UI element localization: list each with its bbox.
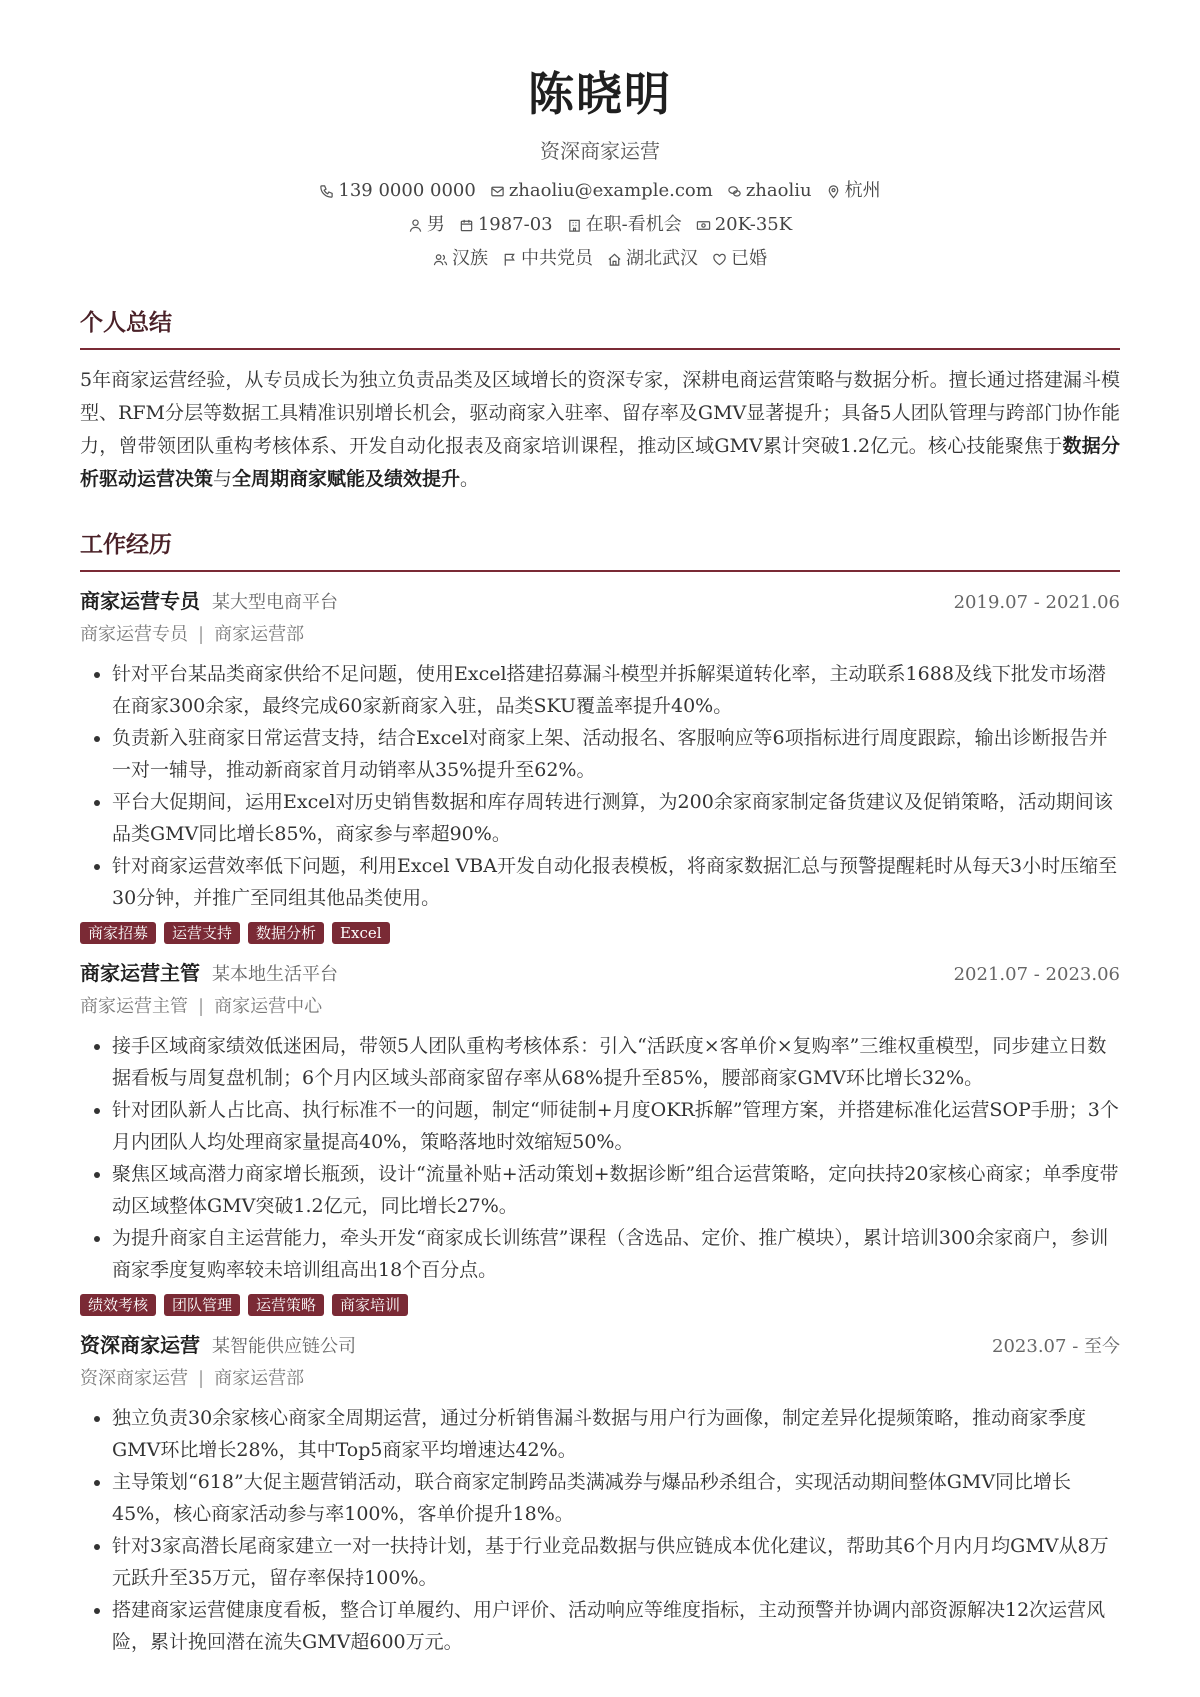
job-company: 某本地生活平台 [212, 964, 338, 985]
gender-item [408, 212, 445, 238]
job-bullet: • 主导策划“618”大促主题营销活动，联合商家定制跨品类满减券与爆品秒杀组合，实现活动期间整体GMV同比增长45%，核心商家活动参与率100%，客单价提升18%。 [112, 1466, 1120, 1530]
salary-item [696, 212, 792, 238]
job-date: 2021.07 - 2023.06 [953, 964, 1120, 985]
summary-text [80, 364, 1120, 496]
skill-tag: Excel [332, 922, 389, 944]
job-header [80, 1330, 1120, 1362]
status-text: 在职-看机会 [585, 214, 682, 235]
job-bullet: • 接手区域商家绩效低迷困局，带领5人团队重构考核体系：引入“活跃度×客单价×复购率”三维权重模型，同步建立日数据看板与周复盘机制；6个月内区域头部商家留存率从68%提升至85%，腰部商家GMV环比增长32%。 [112, 1030, 1120, 1094]
wechat-text: zhaoliu [745, 180, 812, 201]
job-role: 资深商家运营 [80, 1333, 200, 1357]
building-icon [567, 218, 582, 233]
politics-text: 中共党员 [521, 248, 593, 269]
group-icon [433, 252, 448, 267]
summary-heading: 个人总结 [80, 308, 1120, 350]
job-position: 资深商家运营 [80, 1368, 188, 1389]
job-header [80, 586, 1120, 618]
job-tags [80, 922, 1120, 944]
job-bullet: • 负责新入驻商家日常运营支持，结合Excel对商家上架、活动报名、客服响应等6项指标进行周度跟踪，输出诊断报告并一对一辅导，推动新商家首月动销率从35%提升至62%。 [112, 722, 1120, 786]
summary-part-a: 5年商家运营经验，从专员成长为独立负责品类及区域增长的资深专家，深耕电商运营策略与数据分析。擅长通过搭建漏斗模型、RFM分层等数据工具精准识别增长机会，驱动商家入驻率、留存率及GMV显著提升；具备5人团队管理与跨部门协作能力，曾带领团队重构考核体系、开发自动化报表及商家培训课程，推动区域GMV累计突破1.2亿元。核心技能聚焦于 [80, 369, 1120, 457]
separator: | [198, 624, 205, 645]
job-bullets [80, 658, 1120, 914]
job-subline [80, 620, 1120, 650]
ethnicity-text: 汉族 [452, 248, 488, 269]
job-bullet: • 平台大促期间，运用Excel对历史销售数据和库存周转进行测算，为200余家商家制定备货建议及促销策略，活动期间该品类GMV同比增长85%，商家参与率超90%。 [112, 786, 1120, 850]
status-item [567, 212, 682, 238]
skill-tag: 商家培训 [332, 1294, 408, 1316]
flag-icon [502, 252, 517, 267]
job-bullet: • 聚焦区域高潜力商家增长瓶颈，设计“流量补贴+活动策划+数据诊断”组合运营策略，定向扶持20家核心商家；单季度带动区域整体GMV突破1.2亿元，同比增长27%。 [112, 1158, 1120, 1222]
job-position: 商家运营专员 [80, 624, 188, 645]
home-icon [607, 252, 622, 267]
marital-item [712, 246, 767, 272]
summary-part-c: 。 [460, 468, 480, 490]
job-role: 商家运营专员 [80, 589, 200, 613]
mail-icon [490, 184, 505, 199]
work-heading: 工作经历 [80, 530, 1120, 572]
city-text: 杭州 [844, 180, 881, 201]
job-subline [80, 992, 1120, 1022]
skill-tag: 团队管理 [164, 1294, 240, 1316]
job-date: 2019.07 - 2021.06 [953, 592, 1120, 613]
heart-icon [712, 252, 727, 267]
hometown-item [607, 246, 698, 272]
job-bullet: • 针对团队新人占比高、执行标准不一的问题，制定“师徒制+月度OKR拆解”管理方案，并搭建标准化运营SOP手册；3个月内团队人均处理商家量提高40%，策略落地时效缩短50%。 [112, 1094, 1120, 1158]
politics-item [502, 246, 593, 272]
hometown-text: 湖北武汉 [626, 248, 698, 269]
calendar-icon [459, 218, 474, 233]
separator: | [198, 1368, 205, 1389]
extra-row [80, 246, 1120, 272]
summary-bold-1: 数据分析驱动运营决策 [80, 435, 1120, 490]
money-icon [696, 218, 711, 233]
job-bullet: • 针对商家运营效率低下问题，利用Excel VBA开发自动化报表模板，将商家数据汇总与预警提醒耗时从每天3小时压缩至30分钟，并推广至同组其他品类使用。 [112, 850, 1120, 914]
skill-tag: 绩效考核 [80, 1294, 156, 1316]
job-bullet: • 针对3家高潜长尾商家建立一对一扶持计划，基于行业竞品数据与供应链成本优化建议，帮助其6个月内月均GMV从8万元跃升至35万元，留存率保持100%。 [112, 1530, 1120, 1594]
wechat-icon [727, 184, 742, 199]
job-department: 商家运营中心 [214, 996, 323, 1017]
wechat-item[interactable] [727, 178, 812, 204]
job-entry [80, 958, 1120, 1316]
job-date: 2023.07 - 至今 [992, 1336, 1120, 1357]
city-item [826, 178, 881, 204]
candidate-name: 陈晓明 [528, 67, 672, 121]
location-pin-icon [826, 184, 841, 199]
candidate-title: 资深商家运营 [540, 139, 660, 163]
summary-part-b: 与 [213, 468, 233, 490]
job-subline [80, 1364, 1120, 1394]
personal-row [80, 212, 1120, 238]
job-bullet: • 针对平台某品类商家供给不足问题，使用Excel搭建招募漏斗模型并拆解渠道转化率，主动联系1688及线下批发市场潜在商家300余家，最终完成60家新商家入驻，品类SKU覆盖率提升40%。 [112, 658, 1120, 722]
email-text: zhaoliu@example.com [508, 180, 713, 201]
email-item[interactable] [490, 178, 713, 204]
job-bullet: • 搭建商家运营健康度看板，整合订单履约、用户评价、活动响应等维度指标，主动预警并协调内部资源解决12次运营风险，累计挽回潜在流失GMV超600万元。 [112, 1594, 1120, 1658]
job-position: 商家运营主管 [80, 996, 188, 1017]
contact-row [80, 178, 1120, 204]
summary-bold-2: 全周期商家赋能及绩效提升 [232, 468, 461, 490]
salary-text: 20K-35K [714, 214, 793, 235]
person-icon [408, 218, 423, 233]
work-section [80, 530, 1120, 1658]
job-bullet: • 独立负责30余家核心商家全周期运营，通过分析销售漏斗数据与用户行为画像，制定差异化提频策略，推动商家季度GMV环比增长28%，其中Top5商家平均增速达42%。 [112, 1402, 1120, 1466]
job-company: 某大型电商平台 [212, 592, 338, 613]
job-bullets [80, 1030, 1120, 1286]
gender-text: 男 [426, 214, 445, 235]
job-department: 商家运营部 [214, 1368, 305, 1389]
skill-tag: 商家招募 [80, 922, 156, 944]
ethnicity-item [433, 246, 488, 272]
job-role: 商家运营主管 [80, 961, 200, 985]
job-entry [80, 1330, 1120, 1658]
marital-text: 已婚 [731, 248, 767, 269]
job-bullet: • 为提升商家自主运营能力，牵头开发“商家成长训练营”课程（含选品、定价、推广模块），累计培训300余家商户，参训商家季度复购率较未培训组高出18个百分点。 [112, 1222, 1120, 1286]
phone-item[interactable] [319, 178, 475, 204]
job-bullets [80, 1402, 1120, 1658]
skill-tag: 运营支持 [164, 922, 240, 944]
separator: | [198, 996, 205, 1017]
job-company: 某智能供应链公司 [212, 1336, 356, 1357]
birth-item [459, 212, 553, 238]
job-department: 商家运营部 [214, 624, 305, 645]
summary-section [80, 308, 1120, 496]
phone-text: 139 0000 0000 [338, 180, 476, 201]
skill-tag: 运营策略 [248, 1294, 324, 1316]
job-tags [80, 1294, 1120, 1316]
skill-tag: 数据分析 [248, 922, 324, 944]
job-entry [80, 586, 1120, 944]
job-header [80, 958, 1120, 990]
birth-text: 1987-03 [477, 214, 553, 235]
phone-icon [319, 184, 334, 199]
